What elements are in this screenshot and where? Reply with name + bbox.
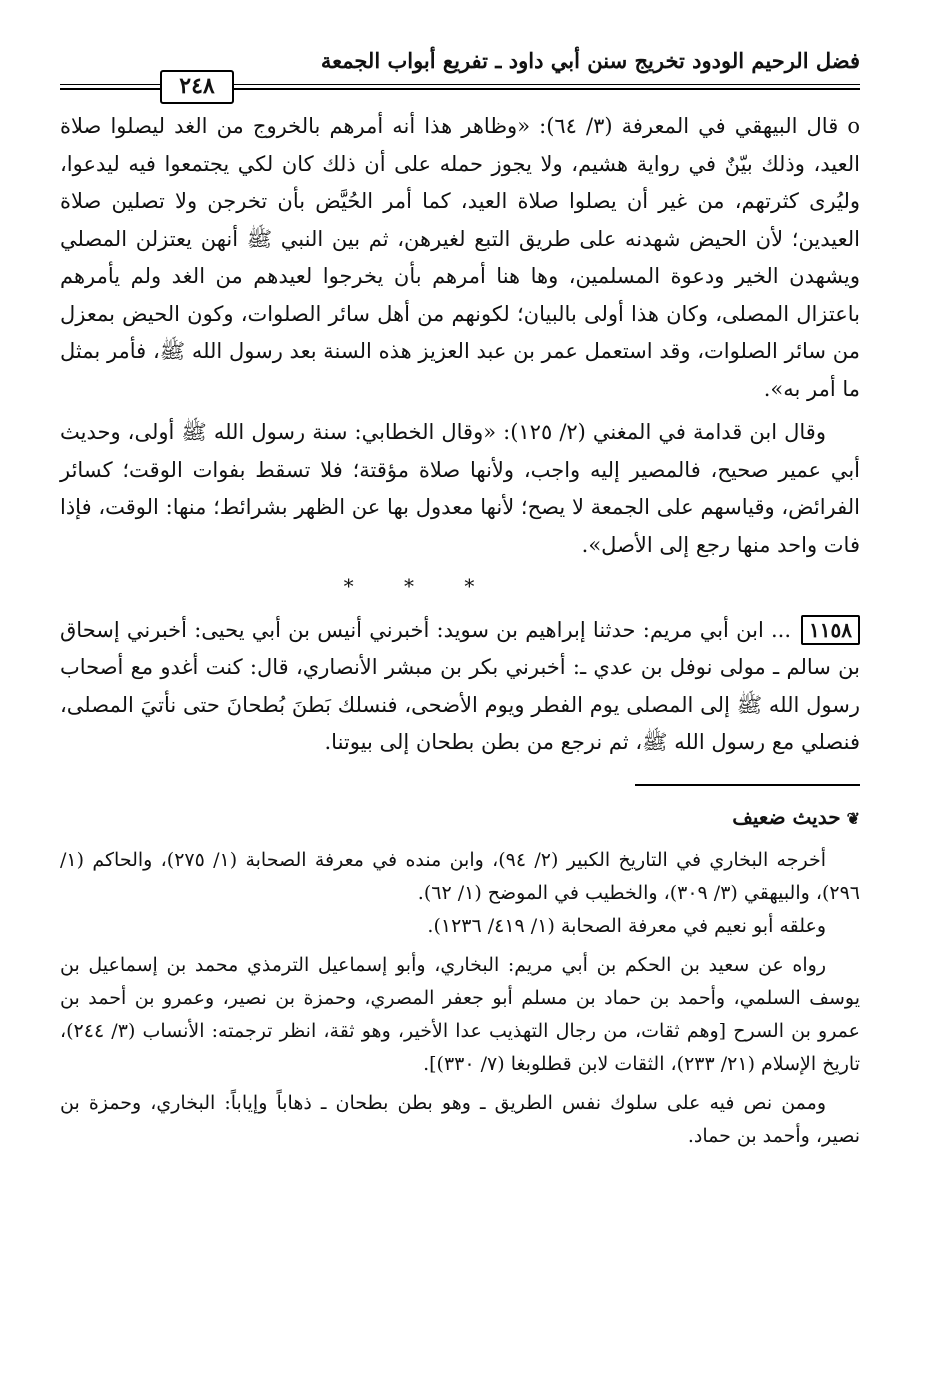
- page-number: ٢٤٨: [160, 70, 234, 104]
- narrators-paragraph: رواه عن سعيد بن الحكم بن أبي مريم: البخاري، وأبو إسماعيل الترمذي محمد بن إسماعيل بن يوسف السلمي، وأحمد بن حماد بن مسلم أبو جعفر المصري، وحمزة بن نصير، وعمرو بن أحمد بن عمرو بن السرح [وهم ثقات، من رجال التهذيب عدا الأخير، وهو ثقة، انظر ترجمته: الأنساب (٣/ ٢٤٤)، تاريخ الإسلام (٢١/ ٢٣٣)، الثقات لابن قطلوبغا (٧/ ٣٣٠)].: [60, 953, 860, 1075]
- footnote-divider: [635, 784, 860, 786]
- hadith-text: ... ابن أبي مريم: حدثنا إبراهيم بن سويد: أخبرني أنيس بن أبي يحيى: أخبرني إسحاق بن سالم ـ مولى نوفل بن عدي ـ: أخبرني بكر بن مبشر الأنصاري، قال: كنت أغدو مع أصحاب رسول الله ﷺ إلى المصلى يوم الفطر ويوم الأضحى، فنسلك بَطنَ بُطحانَ حتى نأتيَ المصلى، فنصلي مع رسول الله ﷺ، ثم نرجع من بطن بطحان إلى بيوتنا.: [60, 617, 860, 754]
- running-title: فضل الرحيم الودود تخريج سنن أبي داود ـ تفريع أبواب الجمعة: [320, 48, 860, 73]
- grade-label: حديث ضعيف: [732, 804, 841, 829]
- hadith-grade: [60, 802, 860, 834]
- paragraph-bayhaqi: o قال البيهقي في المعرفة (٣/ ٦٤): «وظاهر هذا أنه أمرهم بالخروج من الغد ليصلوا صلاة العيد، وذلك بيّنٌ في رواية هشيم، ولا يجوز حمله على أن ذلك كان لكي يجتمعوا فيه ليدعوا، وليُرى كثرتهم، من غير أن يصلوا صلاة العيد، كما أمر الحُيَّض بأن تخرجن ولا تصلين صلاة العيدين؛ لأن الحيض شهدنه على طريق التبع لغيرهن، ثم بين النبي ﷺ أنهن يعتزلن المصلي ويشهدن الخير ودعوة المسلمين، وها هنا أمرهم بأن يخرجوا لعيدهم من الغد ولم يأمرهم باعتزال المصلى، وكان هذا أولى بالبيان؛ لكونهم من أهل سائر الصلوات، وكون الحيض بمعزل من سائر الصلوات، وقد استعمل عمر بن عبد العزيز هذه السنة بعد رسول الله ﷺ، فأمر بمثل ما أمر به».: [60, 114, 860, 401]
- footnotes: [60, 802, 860, 1153]
- book-page: [60, 40, 860, 1340]
- takhrij-paragraph: أخرجه البخاري في التاريخ الكبير (٢/ ٩٤)، وابن منده في معرفة الصحابة (١/ ٢٧٥)، والحاكم (١/ ٢٩٦)، والبيهقي (٣/ ٣٠٩)، والخطيب في الموضح (١/ ٦٢).: [60, 848, 860, 904]
- section-separator: * * *: [343, 574, 497, 598]
- taliq-paragraph: وعلقه أبو نعيم في معرفة الصحابة (١/ ٤١٩/ ١٢٣٦).: [427, 914, 826, 937]
- page-header: [60, 40, 860, 108]
- hadith-paragraph: [60, 612, 860, 762]
- leaf-ornament-icon: ❦: [846, 808, 860, 828]
- paragraph-ibn-qudama: وقال ابن قدامة في المغني (٢/ ١٢٥): «وقال الخطابي: سنة رسول الله ﷺ أولى، وحديث أبي عمير صحيح، فالمصير إليه واجب، ولأنها صلاة مؤقتة؛ فلا تسقط بفوات الوقت؛ كسائر الفرائض، وقياسهم على الجمعة لا يصح؛ لأنها معدول بها عن الظهر بشرائط؛ منها: الوقت، فإذا فات واحد منها رجع إلى الأصل».: [60, 420, 860, 557]
- hadith-number-badge: ١١٥٨: [801, 615, 860, 645]
- main-text: [60, 108, 860, 762]
- route-paragraph: وممن نص فيه على سلوك نفس الطريق ـ وهو بطن بطحان ـ ذهاباً وإياباً: البخاري، وحمزة بن نصير، وأحمد بن حماد.: [60, 1091, 860, 1147]
